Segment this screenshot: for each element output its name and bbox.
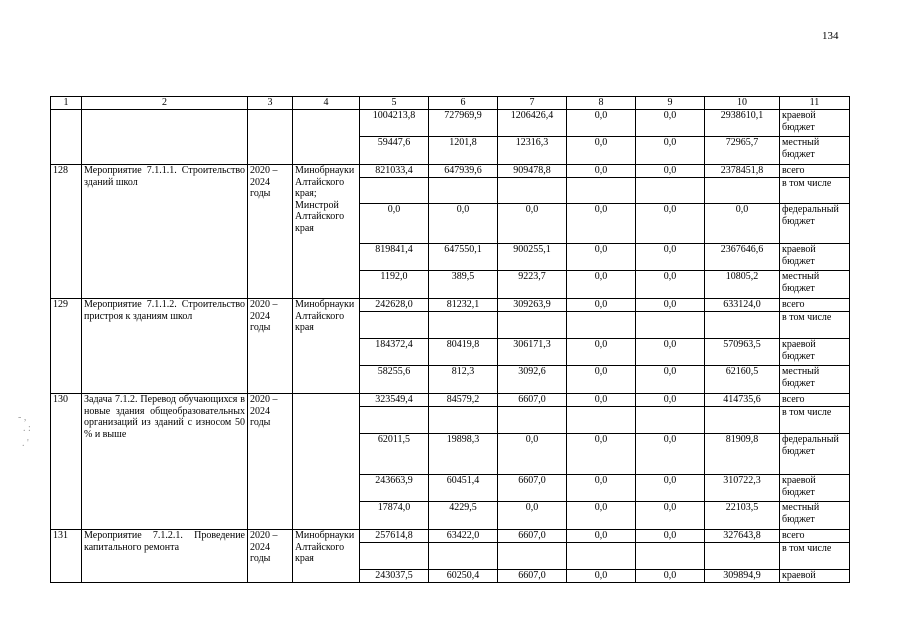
funding-source-cell: местный бюджет <box>780 502 850 530</box>
period-cell: 2020 – 2024 годы <box>248 299 293 394</box>
amount-2021-cell: 727969,9 <box>429 110 498 137</box>
amount-2022-cell <box>498 312 567 339</box>
amount-2021-cell: 19898,3 <box>429 434 498 475</box>
amount-2021-cell <box>429 543 498 570</box>
amount-2022-cell: 3092,6 <box>498 366 567 394</box>
amount-2024-cell: 0,0 <box>636 110 705 137</box>
col-header-2: 2 <box>82 97 248 110</box>
amount-2022-cell: 900255,1 <box>498 244 567 271</box>
amount-2020-cell <box>360 178 429 204</box>
amount-total-cell: 310722,3 <box>705 475 780 502</box>
table-row <box>51 165 850 178</box>
col-header-8: 8 <box>567 97 636 110</box>
amount-2023-cell <box>567 312 636 339</box>
amount-2022-cell: 0,0 <box>498 502 567 530</box>
amount-2024-cell: 0,0 <box>636 204 705 244</box>
amount-2020-cell: 257614,8 <box>360 530 429 543</box>
table-row <box>51 110 850 137</box>
col-header-10: 10 <box>705 97 780 110</box>
funding-source-cell: краевой бюджет <box>780 475 850 502</box>
amount-2022-cell: 9223,7 <box>498 271 567 299</box>
amount-2021-cell: 647939,6 <box>429 165 498 178</box>
col-header-9: 9 <box>636 97 705 110</box>
period-cell: 2020 – 2024 годы <box>248 530 293 583</box>
amount-2022-cell: 12316,3 <box>498 137 567 165</box>
col-header-6: 6 <box>429 97 498 110</box>
funding-source-cell: в том числе <box>780 178 850 204</box>
funding-source-cell: федеральный бюджет <box>780 434 850 475</box>
amount-2022-cell: 306171,3 <box>498 339 567 366</box>
scan-artifact: . ' <box>22 438 29 449</box>
amount-2020-cell: 0,0 <box>360 204 429 244</box>
amount-2020-cell: 58255,6 <box>360 366 429 394</box>
amount-2021-cell <box>429 407 498 434</box>
amount-2024-cell <box>636 543 705 570</box>
event-name-cell <box>82 110 248 165</box>
funding-source-cell: в том числе <box>780 407 850 434</box>
amount-total-cell <box>705 178 780 204</box>
amount-2022-cell: 6607,0 <box>498 394 567 407</box>
amount-2020-cell: 59447,6 <box>360 137 429 165</box>
funding-source-cell: всего <box>780 530 850 543</box>
amount-total-cell <box>705 543 780 570</box>
amount-2024-cell: 0,0 <box>636 271 705 299</box>
amount-2022-cell: 0,0 <box>498 434 567 475</box>
amount-2022-cell <box>498 543 567 570</box>
amount-2024-cell: 0,0 <box>636 530 705 543</box>
col-header-11: 11 <box>780 97 850 110</box>
amount-2023-cell: 0,0 <box>567 570 636 583</box>
amount-total-cell: 62160,5 <box>705 366 780 394</box>
budget-table <box>50 96 850 583</box>
funding-source-cell: краевой бюджет <box>780 244 850 271</box>
amount-total-cell: 309894,9 <box>705 570 780 583</box>
amount-2024-cell: 0,0 <box>636 475 705 502</box>
table-row <box>51 394 850 407</box>
amount-2024-cell: 0,0 <box>636 394 705 407</box>
period-cell <box>248 110 293 165</box>
amount-2022-cell: 909478,8 <box>498 165 567 178</box>
amount-2022-cell: 0,0 <box>498 204 567 244</box>
amount-2020-cell: 17874,0 <box>360 502 429 530</box>
amount-2021-cell: 60451,4 <box>429 475 498 502</box>
amount-2023-cell: 0,0 <box>567 475 636 502</box>
funding-source-cell: федеральный бюджет <box>780 204 850 244</box>
amount-2020-cell: 819841,4 <box>360 244 429 271</box>
row-number-cell: 131 <box>51 530 82 583</box>
period-cell: 2020 – 2024 годы <box>248 394 293 530</box>
amount-2023-cell: 0,0 <box>567 165 636 178</box>
col-header-4: 4 <box>293 97 360 110</box>
amount-2024-cell: 0,0 <box>636 244 705 271</box>
amount-2020-cell: 1192,0 <box>360 271 429 299</box>
funding-source-cell: краевой бюджет <box>780 110 850 137</box>
amount-total-cell: 633124,0 <box>705 299 780 312</box>
amount-2021-cell: 60250,4 <box>429 570 498 583</box>
amount-2021-cell <box>429 312 498 339</box>
amount-2020-cell <box>360 543 429 570</box>
col-header-7: 7 <box>498 97 567 110</box>
amount-2022-cell: 6607,0 <box>498 570 567 583</box>
amount-2021-cell: 389,5 <box>429 271 498 299</box>
amount-total-cell <box>705 312 780 339</box>
amount-2024-cell: 0,0 <box>636 502 705 530</box>
amount-2021-cell: 647550,1 <box>429 244 498 271</box>
amount-total-cell: 0,0 <box>705 204 780 244</box>
amount-2022-cell <box>498 407 567 434</box>
amount-2023-cell: 0,0 <box>567 244 636 271</box>
amount-2024-cell: 0,0 <box>636 366 705 394</box>
amount-2022-cell: 309263,9 <box>498 299 567 312</box>
table-row <box>51 299 850 312</box>
event-name-cell: Мероприятие 7.1.2.1. Проведение капитального ремонта <box>82 530 248 583</box>
amount-2020-cell: 243663,9 <box>360 475 429 502</box>
amount-2020-cell: 323549,4 <box>360 394 429 407</box>
funding-source-cell: всего <box>780 299 850 312</box>
funding-source-cell: всего <box>780 394 850 407</box>
amount-2021-cell: 812,3 <box>429 366 498 394</box>
amount-2023-cell: 0,0 <box>567 137 636 165</box>
event-name-cell: Мероприятие 7.1.1.1. Строительство зданий школ <box>82 165 248 299</box>
amount-2023-cell: 0,0 <box>567 204 636 244</box>
amount-2022-cell: 6607,0 <box>498 530 567 543</box>
amount-total-cell: 2378451,8 <box>705 165 780 178</box>
amount-2023-cell: 0,0 <box>567 394 636 407</box>
amount-2023-cell: 0,0 <box>567 530 636 543</box>
amount-2022-cell <box>498 178 567 204</box>
row-number-cell: 128 <box>51 165 82 299</box>
amount-2023-cell <box>567 543 636 570</box>
amount-2021-cell: 80419,8 <box>429 339 498 366</box>
page-number: 134 <box>822 30 839 42</box>
amount-2020-cell <box>360 407 429 434</box>
amount-2024-cell: 0,0 <box>636 434 705 475</box>
amount-2023-cell: 0,0 <box>567 502 636 530</box>
amount-2022-cell: 1206426,4 <box>498 110 567 137</box>
funding-source-cell: краевой <box>780 570 850 583</box>
amount-total-cell: 327643,8 <box>705 530 780 543</box>
amount-2023-cell: 0,0 <box>567 339 636 366</box>
amount-total-cell: 414735,6 <box>705 394 780 407</box>
amount-2024-cell: 0,0 <box>636 339 705 366</box>
amount-total-cell: 81909,8 <box>705 434 780 475</box>
amount-2021-cell: 4229,5 <box>429 502 498 530</box>
amount-2024-cell <box>636 312 705 339</box>
amount-2024-cell: 0,0 <box>636 165 705 178</box>
amount-2023-cell: 0,0 <box>567 110 636 137</box>
budget-table-wrapper <box>50 96 849 583</box>
amount-2023-cell <box>567 407 636 434</box>
executor-cell: Минобрнауки Алтайского края; Минстрой Алтайского края <box>293 165 360 299</box>
amount-2021-cell: 0,0 <box>429 204 498 244</box>
row-number-cell: 130 <box>51 394 82 530</box>
amount-2024-cell: 0,0 <box>636 299 705 312</box>
executor-cell <box>293 394 360 530</box>
funding-source-cell: местный бюджет <box>780 137 850 165</box>
amount-2020-cell: 821033,4 <box>360 165 429 178</box>
amount-total-cell: 2938610,1 <box>705 110 780 137</box>
amount-total-cell: 10805,2 <box>705 271 780 299</box>
amount-2024-cell <box>636 178 705 204</box>
row-number-cell: 129 <box>51 299 82 394</box>
executor-cell <box>293 110 360 165</box>
amount-2021-cell <box>429 178 498 204</box>
amount-total-cell <box>705 407 780 434</box>
amount-total-cell: 22103,5 <box>705 502 780 530</box>
amount-2022-cell: 6607,0 <box>498 475 567 502</box>
scan-artifact: - , . : <box>18 412 31 434</box>
amount-2020-cell: 243037,5 <box>360 570 429 583</box>
amount-2024-cell: 0,0 <box>636 570 705 583</box>
col-header-1: 1 <box>51 97 82 110</box>
executor-cell: Минобрнауки Алтайского края <box>293 299 360 394</box>
column-number-row <box>51 97 850 110</box>
table-row <box>51 530 850 543</box>
funding-source-cell: краевой бюджет <box>780 339 850 366</box>
col-header-5: 5 <box>360 97 429 110</box>
event-name-cell: Задача 7.1.2. Перевод обучающихся в новые здания общеобразовательных организаций из зданий с износом 50 % и выше <box>82 394 248 530</box>
funding-source-cell: всего <box>780 165 850 178</box>
event-name-cell: Мероприятие 7.1.1.2. Строительство пристроя к зданиям школ <box>82 299 248 394</box>
amount-2024-cell <box>636 407 705 434</box>
amount-2020-cell <box>360 312 429 339</box>
funding-source-cell: местный бюджет <box>780 271 850 299</box>
amount-total-cell: 570963,5 <box>705 339 780 366</box>
amount-2023-cell: 0,0 <box>567 434 636 475</box>
amount-2021-cell: 1201,8 <box>429 137 498 165</box>
col-header-3: 3 <box>248 97 293 110</box>
amount-total-cell: 2367646,6 <box>705 244 780 271</box>
amount-2023-cell <box>567 178 636 204</box>
funding-source-cell: местный бюджет <box>780 366 850 394</box>
amount-2020-cell: 242628,0 <box>360 299 429 312</box>
amount-2020-cell: 1004213,8 <box>360 110 429 137</box>
amount-2023-cell: 0,0 <box>567 271 636 299</box>
amount-2021-cell: 84579,2 <box>429 394 498 407</box>
amount-2020-cell: 62011,5 <box>360 434 429 475</box>
amount-2023-cell: 0,0 <box>567 299 636 312</box>
period-cell: 2020 – 2024 годы <box>248 165 293 299</box>
amount-2021-cell: 63422,0 <box>429 530 498 543</box>
funding-source-cell: в том числе <box>780 312 850 339</box>
executor-cell: Минобрнауки Алтайского края <box>293 530 360 583</box>
funding-source-cell: в том числе <box>780 543 850 570</box>
amount-2024-cell: 0,0 <box>636 137 705 165</box>
row-number-cell <box>51 110 82 165</box>
amount-2023-cell: 0,0 <box>567 366 636 394</box>
amount-total-cell: 72965,7 <box>705 137 780 165</box>
amount-2020-cell: 184372,4 <box>360 339 429 366</box>
amount-2021-cell: 81232,1 <box>429 299 498 312</box>
